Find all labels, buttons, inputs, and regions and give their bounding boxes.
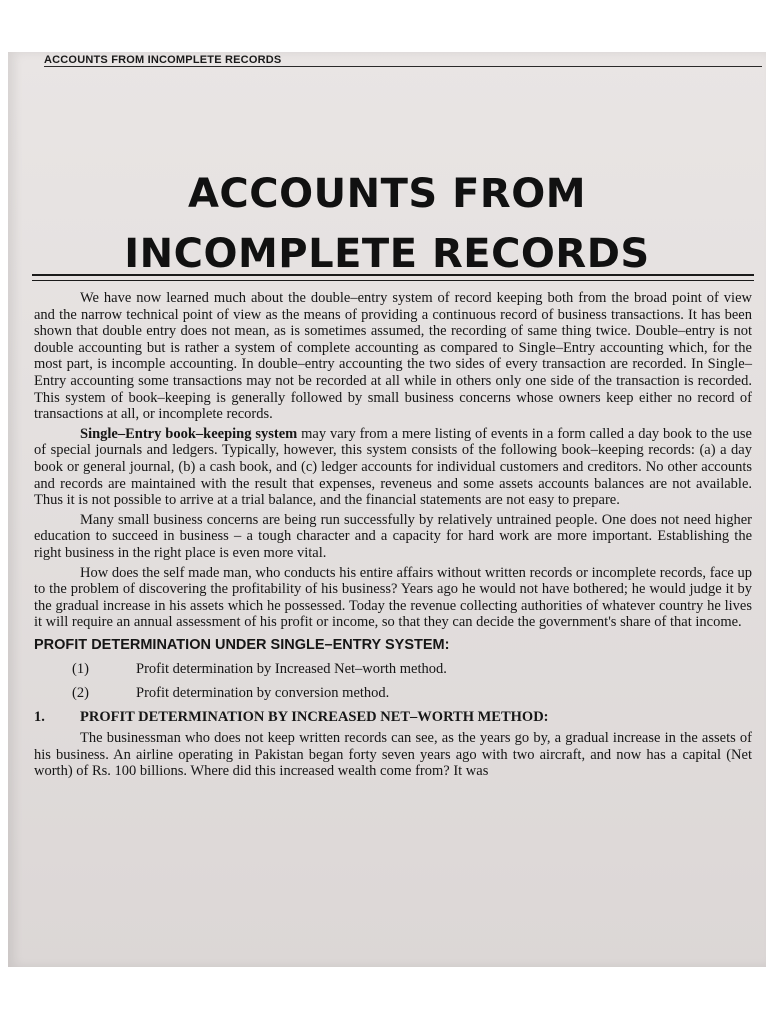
title-line-2: INCOMPLETE RECORDS (124, 231, 650, 277)
list-item-text: Profit determination by Increased Net–worth method. (136, 661, 447, 678)
section-heading: PROFIT DETERMINATION UNDER SINGLE–ENTRY SYSTEM: (34, 636, 450, 653)
paragraph-2 (34, 426, 752, 509)
running-head: ACCOUNTS FROM INCOMPLETE RECORDS (44, 54, 282, 66)
paragraph-2-lead: Single–Entry book–keeping system (80, 425, 298, 442)
list-item-text: Profit determination by conversion method. (136, 685, 390, 702)
list-item-number: (1) (72, 661, 89, 678)
document-page (8, 52, 766, 967)
paragraph-5: The businessman who does not keep written records can see, as the years go by, a gradual increase in the assets of his business. An airline operating in Pakistan began forty seven years ago with two aircraft, and now has a capital (Net worth) of Rs. 100 billions. Where did this increased wealth come from? It was (34, 730, 752, 780)
title-rule-thin (32, 280, 754, 281)
chapter-title (8, 164, 766, 284)
subsection-title: PROFIT DETERMINATION BY INCREASED NET–WORTH METHOD: (80, 709, 549, 726)
list-item (34, 657, 752, 681)
method-list (34, 657, 752, 705)
subsection-number: 1. (34, 709, 45, 726)
title-rule-thick (32, 274, 754, 276)
title-line-1: ACCOUNTS FROM (187, 171, 587, 217)
list-item (34, 681, 752, 705)
paragraph-1: We have now learned much about the double–entry system of record keeping both from the broad point of view and the narrow technical point of view as the means of providing a continuous record of business transactions. It has been shown that double entry does not mean, as is sometimes assumed, the recording of same thing twice. Double–entry is not double accounting but is rather a system of complete accounting as compared to Single–Entry accounting which, for the most part, is incomple accounting. In double–entry accounting the two sides of every transaction are recorded. In Single–Entry accounting some transactions may not be recorded at all while in others only one side of the transaction is recorded. This system of book–keeping is generally followed by small business concerns whose owners keep either no record of transactions at all, or incomplete records. (34, 290, 752, 423)
body-text (34, 290, 752, 780)
subsection-heading (34, 709, 752, 726)
paragraph-2-text: may vary from a mere listing of events in a form called a day book to the use of special journals and ledgers. Typically, however, this system consists of the following book–keeping records: (a) a day book or general journal, (b) a cash book, and (c) ledger accounts for individual customers and creditors. No other accounts and records are maintained with the result that expenses, reveneus and some assets accounts balances are not available. Thus it is not possible to arrive at a trial balance, and the financial statements are not easy to prepare. (34, 425, 752, 509)
paragraph-3: Many small business concerns are being run successfully by relatively untrained people. One does not need higher education to succeed in business – a tough character and a capacity for hard work are more important. Establishing the right business in the right place is even more vital. (34, 511, 752, 561)
paragraph-4: How does the self made man, who conducts his entire affairs without written records or incomplete records, face up to the problem of discovering the profitability of his business? Years ago he would not have bothered; he would judge it by the gradual increase in his assets which he possessed. Today the revenue collecting authorities of whatever country he lives it will require an annual assessment of his profit or income, so that they can decide the government's share of that income. (34, 564, 752, 631)
header-rule (44, 66, 762, 67)
list-item-number: (2) (72, 685, 89, 702)
